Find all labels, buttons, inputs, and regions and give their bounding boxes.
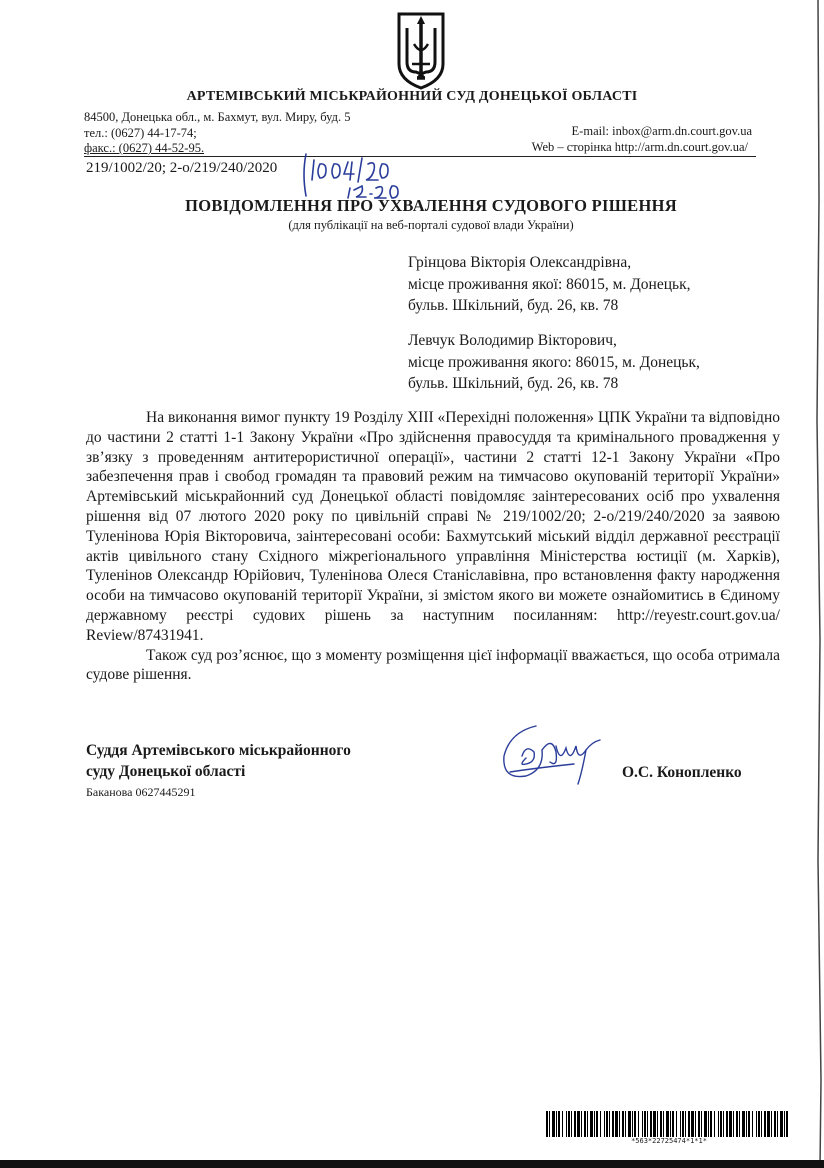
addressee-block xyxy=(408,330,768,395)
scan-bottom-edge xyxy=(0,1160,824,1168)
court-name: АРТЕМІВСЬКИЙ МІСЬКРАЙОННИЙ СУД ДОНЕЦЬКОЇ ОБЛАСТІ xyxy=(186,89,638,104)
scan-edge-artifact xyxy=(812,0,824,1168)
prepared-by: Баканова 0627445291 xyxy=(86,785,196,799)
barcode-text: *563*22725474*1*1* xyxy=(631,1137,707,1145)
judge-title-line: Суддя Артемівського міськрайонного xyxy=(86,742,351,759)
addressee-name: Левчук Володимир Вікторович, xyxy=(408,332,617,349)
court-website: Web – сторінка http://arm.dn.court.gov.ua/ xyxy=(531,140,748,154)
body-paragraph: Також суд роз’яснює, що з моменту розміщення цієї інформації вважається, що особа отримала судове рішення. xyxy=(86,646,780,684)
court-email: E-mail: inbox@arm.dn.court.gov.ua xyxy=(571,124,752,138)
addressee-name: Грінцова Вікторія Олександрівна, xyxy=(408,254,632,271)
judge-name: О.С. Конопленко xyxy=(622,764,742,781)
handwritten-registration-note xyxy=(300,150,412,200)
notice-body xyxy=(86,408,780,685)
barcode xyxy=(546,1111,792,1137)
addressee-address: бульв. Шкільний, буд. 26, кв. 78 xyxy=(408,375,619,392)
court-phone: тел.: (0627) 44-17-74; xyxy=(84,126,197,140)
signature-icon xyxy=(496,722,608,786)
court-fax: факс.: (0627) 44-52-95. xyxy=(84,141,205,155)
notice-title: ПОВІДОМЛЕННЯ ПРО УХВАЛЕННЯ СУДОВОГО РІШЕННЯ xyxy=(185,196,677,215)
addressee-address: місце проживання якої: 86015, м. Донецьк, xyxy=(408,275,691,293)
notice-subtitle: (для публікації на веб-порталі судової влади України) xyxy=(288,218,574,232)
addressee-address: бульв. Шкільний, буд. 26, кв. 78 xyxy=(408,297,619,314)
court-address: 84500, Донецька обл., м. Бахмут, вул. Миру, буд. 5 xyxy=(84,110,351,124)
addressee-address: місце проживання якого: 86015, м. Донецьк, xyxy=(408,353,700,371)
body-paragraph: На виконання вимог пункту 19 Розділу XIII «Перехідні положення» ЦПК України та відповідно до частини 2 статті 1-1 Закону України «Про здійснення правосуддя та кримінального провадження у зв’язку з проведенням антитерористичної операції», частини 2 статті 12-1 Закону України «Про забезпечення прав і свобод громадян та правовий режим на тимчасово окупованій території України» Артемівський міськрайонний суд Донецької області повідомляє заінтересованих осіб про ухвалення рішення від 07 лютого 2020 року по цивільній справі № 219/1002/20; 2-о/219/240/2020 за заявою Туленінова Юрія Вікторовича, заінтересовані особи: Бахмутський міський відділ державної реєстрації актів цивільного стану Східного міжрегіонального управління Міністерства юстиції (м. Харків), Туленінов Олександр Юрійович, Туленінова Олеся Станіславівна, про встановлення факту народження особи на тимчасово окупованій території України, зі змістом якого ви можете ознайомитись в Єдиному державному реєстрі судових рішень за наступним посиланням: http://reyestr.court.gov.ua/ Review/87431941. xyxy=(86,409,780,644)
addressee-block xyxy=(408,252,768,317)
case-number: 219/1002/20; 2-о/219/240/2020 xyxy=(86,160,278,176)
judge-title-line: суду Донецької області xyxy=(86,763,246,780)
judge-title xyxy=(86,740,351,782)
header-divider xyxy=(84,156,756,157)
coat-of-arms-icon xyxy=(396,12,446,90)
